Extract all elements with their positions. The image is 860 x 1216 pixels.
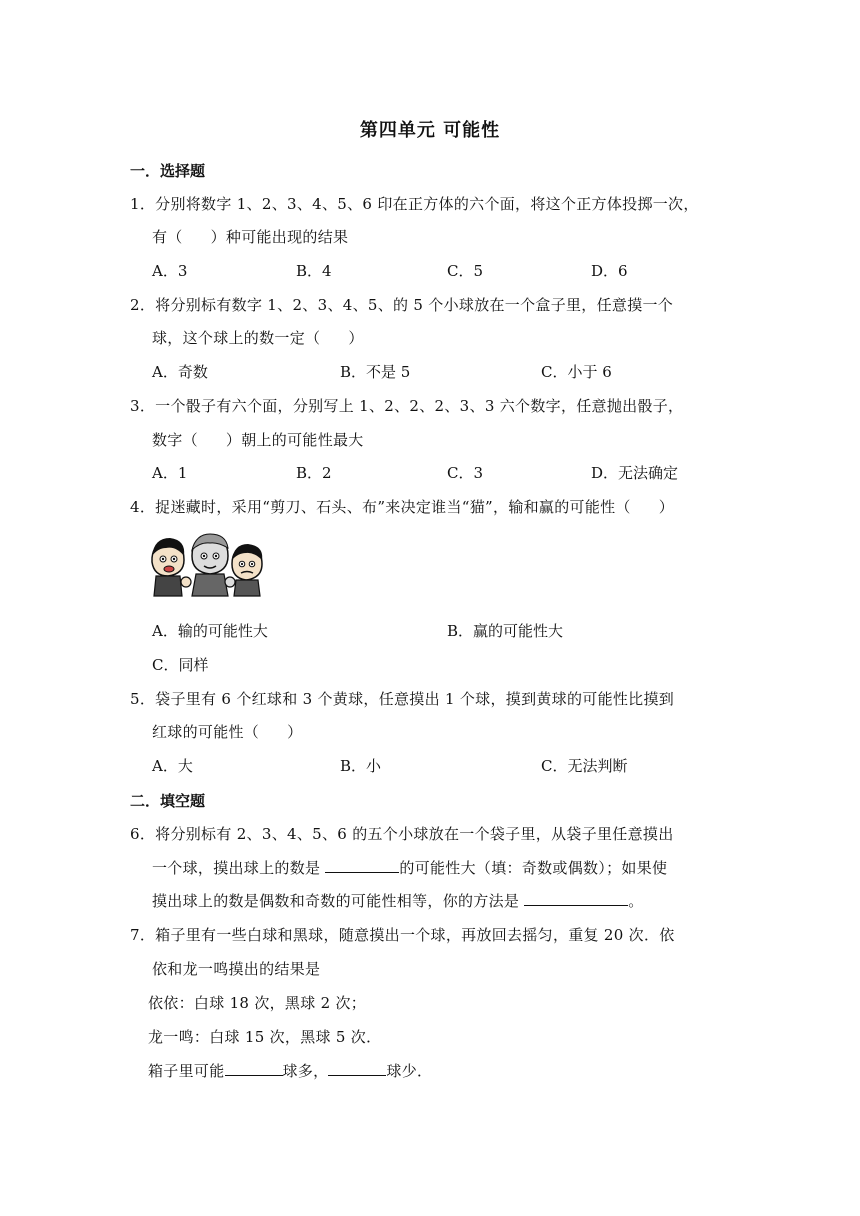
q3-option-d[interactable]: D．无法确定 — [591, 464, 679, 482]
q1-text-line1: 1．分别将数字 1、2、3、4、5、6 印在正方体的六个面，将这个正方体投掷一次， — [130, 195, 699, 213]
q1-text-line2-end: ）种可能出现的结果 — [210, 228, 349, 246]
q4-option-c[interactable]: C．同样 — [152, 656, 209, 674]
q2-option-b[interactable]: B．不是 5 — [340, 363, 411, 381]
q7-text-line5-end: 球少． — [386, 1062, 433, 1080]
kid-right-figure — [232, 544, 262, 596]
q5-option-b[interactable]: B．小 — [340, 757, 382, 775]
q7-text-line3: 依依：白球 18 次，黑球 2 次； — [148, 994, 367, 1012]
q3-option-b[interactable]: B．2 — [296, 464, 332, 482]
q2-text-line2 — [152, 327, 364, 348]
q6-text-line2-end: 的可能性大（填：奇数或偶数）；如果使 — [399, 859, 668, 877]
q7-blank-1[interactable] — [225, 1061, 283, 1076]
q4-option-a[interactable]: A．输的可能性大 — [152, 622, 268, 640]
q2-text-line2-end: ） — [348, 329, 364, 347]
q4-option-b[interactable]: B．赢的可能性大 — [447, 622, 564, 640]
q1-option-a[interactable]: A．3 — [152, 262, 188, 280]
section-heading-choice: 一．选择题 — [130, 162, 206, 180]
section-heading-fill: 二．填空题 — [130, 792, 206, 810]
q7-text-line1: 7．箱子里有一些白球和黑球，随意摸出一个球，再放回去摇匀，重复 20 次．依 — [130, 926, 675, 944]
q2-option-c[interactable]: C．小于 6 — [541, 363, 612, 381]
q7-text-line5 — [148, 1060, 432, 1081]
q7-text-line2: 依和龙一鸣摸出的结果是 — [152, 960, 321, 978]
q7-text-line5-middle: 球多， — [282, 1062, 329, 1080]
q5-text-line2-start: 红球的可能性（ — [152, 723, 260, 741]
q6-text-line2-start: 一个球，摸出球上的数是 — [152, 859, 321, 877]
q3-text-line1: 3．一个骰子有六个面，分别写上 1、2、2、2、3、3 六个数字，任意抛出骰子， — [130, 397, 684, 415]
q3-option-c[interactable]: C．3 — [447, 464, 484, 482]
q6-text-line3-start: 摸出球上的数是偶数和奇数的可能性相等，你的方法是 — [152, 892, 520, 910]
q5-text-line1: 5．袋子里有 6 个红球和 3 个黄球，任意摸出 1 个球，摸到黄球的可能性比摸到 — [130, 690, 675, 708]
q6-text-line2 — [152, 857, 667, 878]
q2-text-line1: 2．将分别标有数字 1、2、3、4、5、的 5 个小球放在一个盒子里，任意摸一个 — [130, 296, 674, 314]
q1-option-b[interactable]: B．4 — [296, 262, 332, 280]
q6-text-line3-end: 。 — [628, 892, 644, 910]
three-kids-illustration — [148, 532, 266, 598]
page-title: 第四单元 可能性 — [359, 120, 501, 141]
q7-text-line5-start: 箱子里可能 — [148, 1062, 225, 1080]
q4-text-line1-start: 4．捉迷藏时，采用“剪刀、石头、布”来决定谁当“猫”，输和赢的可能性（ — [130, 498, 631, 516]
q4-text-line1-end: ） — [658, 498, 675, 516]
q1-option-d[interactable]: D．6 — [591, 262, 628, 280]
q3-text-line2-end: ）朝上的可能性最大 — [225, 431, 364, 449]
q3-text-line2-start: 数字（ — [152, 431, 198, 449]
q6-text-line1: 6．将分别标有 2、3、4、5、6 的五个小球放在一个袋子里，从袋子里任意摸出 — [130, 825, 674, 843]
q6-text-line3 — [152, 890, 644, 911]
q3-option-a[interactable]: A．1 — [152, 464, 188, 482]
kid-middle-figure — [192, 534, 235, 596]
q3-text-line2 — [152, 429, 364, 450]
q7-blank-2[interactable] — [328, 1061, 386, 1076]
q5-option-c[interactable]: C．无法判断 — [541, 757, 628, 775]
q6-blank-2[interactable] — [524, 891, 628, 906]
q2-text-line2-start: 球，这个球上的数一定（ — [152, 329, 321, 347]
q5-option-a[interactable]: A．大 — [152, 757, 193, 775]
kid-left-figure — [152, 538, 191, 596]
q4-text-line1 — [130, 496, 674, 517]
q6-blank-1[interactable] — [325, 858, 399, 873]
q2-option-a[interactable]: A．奇数 — [152, 363, 208, 381]
q7-text-line4: 龙一鸣：白球 15 次，黑球 5 次． — [148, 1028, 382, 1046]
q1-text-line2 — [152, 226, 348, 247]
q1-text-line2-start: 有（ — [152, 228, 183, 246]
q5-text-line2 — [152, 721, 302, 742]
q1-option-c[interactable]: C．5 — [447, 262, 484, 280]
q5-text-line2-end: ） — [287, 723, 303, 741]
